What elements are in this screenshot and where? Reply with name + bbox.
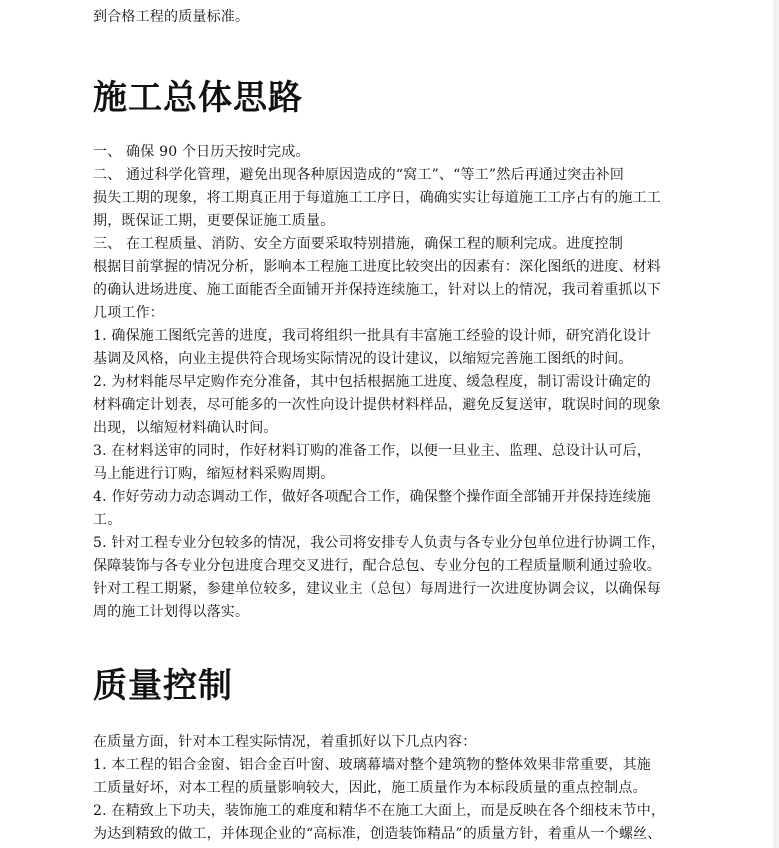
paragraph-line: 材料确定计划表，尽可能多的一次性向设计提供材料样品，避免反复送审，耽误时间的现象 — [93, 397, 661, 413]
paragraph-line: 出现，以缩短材料确认时间。 — [93, 420, 278, 436]
paragraph-line: 4. 作好劳动力动态调动工作，做好各项配合工作，确保整个操作面全部铺开并保持连续施 — [93, 489, 652, 505]
paragraph-line: 2. 为材料能尽早定购作充分准备，其中包括根据施工进度、缓急程度，制订需设计确定的 — [93, 374, 652, 390]
paragraph-line: 为达到精致的做工，并体现企业的“高标准，创造装饰精品”的质量方针，着重从一个螺丝、 — [93, 826, 662, 842]
paragraph-line: 针对工程工期紧，参建单位较多，建议业主（总包）每周进行一次进度协调会议，以确保每 — [93, 581, 661, 597]
section-heading: 质量控制 — [93, 666, 233, 706]
paragraph-line: 几项工作： — [93, 305, 164, 321]
paragraph-line: 工质量好坏，对本工程的质量影响较大，因此，施工质量作为本标段质量的重点控制点。 — [93, 780, 647, 796]
paragraph-line: 1. 本工程的铝合金窗、铝合金百叶窗、玻璃幕墙对整个建筑物的整体效果非常重要，其施 — [93, 757, 652, 773]
paragraph-line: 在质量方面，针对本工程实际情况，着重抓好以下几点内容： — [93, 734, 477, 750]
paragraph-line: 2. 在精致上下功夫，装饰施工的难度和精华不在施工大面上，而是反映在各个细枝末节中， — [93, 803, 666, 819]
paragraph-line: 1. 确保施工图纸完善的进度，我司将组织一批具有丰富施工经验的设计师，研究消化设计 — [93, 328, 652, 344]
paragraph-line: 马上能进行订购，缩短材料采购周期。 — [93, 466, 335, 482]
section-body — [93, 731, 665, 846]
paragraph-line: 5. 针对工程专业分包较多的情况，我公司将安排专人负责与各专业分包单位进行协调工作， — [93, 535, 666, 551]
paragraph-line: 损失工期的现象，将工期真正用于每道施工工序日，确确实实让每道施工工序占有的施工工 — [93, 190, 661, 206]
paragraph-line: 保障装饰与各专业分包进度合理交叉进行，配合总包、专业分包的工程质量顺利通过验收。 — [93, 558, 661, 574]
paragraph-line: 根据目前掌握的情况分析，影响本工程施工进度比较突出的因素有：深化图纸的进度、材料 — [93, 259, 661, 275]
section-body — [93, 141, 665, 624]
paragraph-line: 期，既保证工期，更要保证施工质量。 — [93, 213, 335, 229]
paragraph-line: 3. 在材料送审的同时，作好材料订购的准备工作，以便一旦业主、监理、总设计认可后， — [93, 443, 652, 459]
paragraph-line: 周的施工计划得以落实。 — [93, 604, 250, 620]
paragraph-line: 的确认进场进度、施工面能否全面铺开并保持连续施工，针对以上的情况，我司着重抓以下 — [93, 282, 661, 298]
paragraph-line: 三、 在工程质量、消防、安全方面要采取特别措施，确保工程的顺利完成。进度控制 — [93, 236, 624, 252]
paragraph-line: 一、 确保 90 个日历天按时完成。 — [93, 144, 310, 160]
paragraph-line: 二、 通过科学化管理，避免出现各种原因造成的“窝工”、“等工”然后再通过突击补回 — [93, 167, 625, 183]
paragraph-line: 到合格工程的质量标准。 — [93, 9, 250, 25]
paragraph-line: 基调及风格，向业主提供符合现场实际情况的设计建议，以缩短完善施工图纸的时间。 — [93, 351, 633, 367]
page-edge — [773, 0, 779, 848]
paragraph-line: 工。 — [93, 512, 122, 528]
section-heading: 施工总体思路 — [93, 78, 303, 118]
